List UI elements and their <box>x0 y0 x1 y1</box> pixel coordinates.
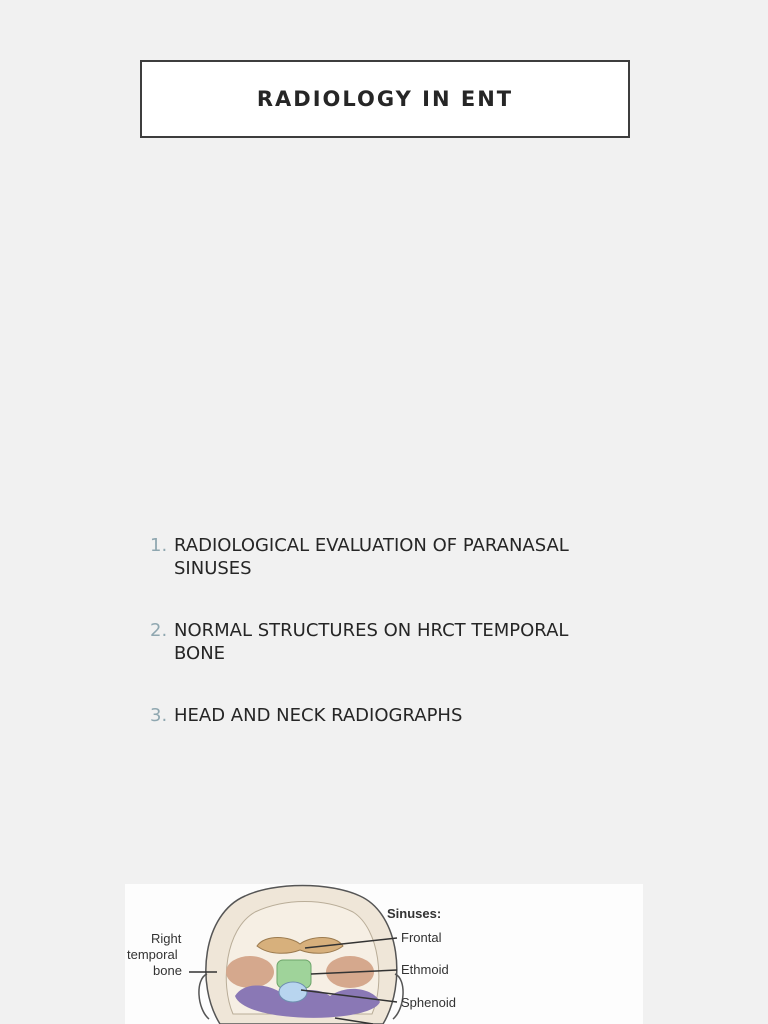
list-text-line: RADIOLOGICAL EVALUATION OF PARANASAL <box>174 535 569 556</box>
list-text <box>174 619 568 665</box>
skull-sinus-figure <box>125 884 643 1024</box>
list-text: HEAD AND NECK RADIOGRAPHS <box>174 705 463 726</box>
frontal-label: Frontal <box>401 930 442 945</box>
left-orbit <box>226 956 274 988</box>
sphenoid-sinus <box>279 982 307 1002</box>
list-text-line: SINUSES <box>174 558 252 579</box>
sinuses-heading: Sinuses: <box>387 906 442 921</box>
list-number: 2. <box>150 620 168 641</box>
page-title: RADIOLOGY IN ENT <box>256 87 514 111</box>
list-text-line: NORMAL STRUCTURES ON HRCT TEMPORAL <box>174 620 569 641</box>
sphenoid-label: Sphenoid <box>401 995 456 1010</box>
list-number: 1. <box>150 535 168 556</box>
ethmoid-label: Ethmoid <box>401 962 449 977</box>
temporal-label: Right <box>151 931 182 946</box>
list-text <box>174 534 569 580</box>
list-number: 3. <box>150 705 168 726</box>
list-item <box>150 704 620 727</box>
skull-illustration <box>125 884 643 1024</box>
list-text-line: BONE <box>174 643 226 664</box>
topic-list <box>150 534 620 766</box>
temporal-label: bone <box>153 963 182 978</box>
list-item <box>150 619 620 665</box>
title-box <box>140 60 630 138</box>
list-item <box>150 534 620 580</box>
temporal-label: temporal <box>127 947 178 962</box>
